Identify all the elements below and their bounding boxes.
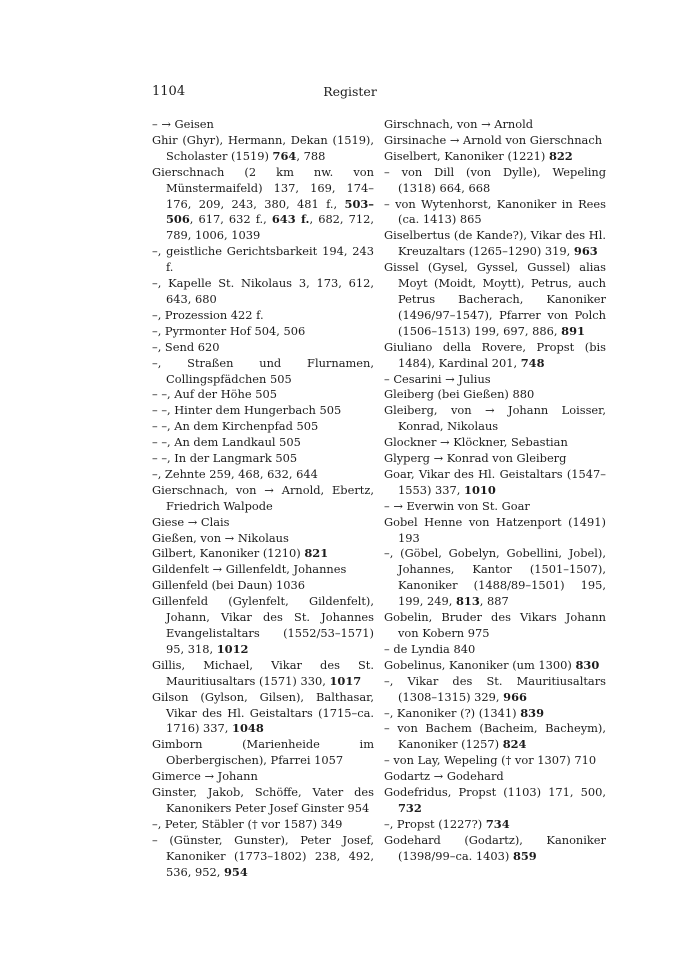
index-entry: Gleiberg, von → Johann Loisser, Konrad, Nikolaus: [384, 403, 606, 434]
index-entry: Godartz → Godehard: [384, 769, 504, 784]
index-entry: Gleiberg (bei Gießen) 880: [384, 387, 535, 402]
index-entry: – von Lay, Wepeling († vor 1307) 710: [384, 753, 597, 768]
index-entry: Gießen, von → Nikolaus: [152, 530, 289, 545]
index-entry: –, Pyrmonter Hof 504, 506: [152, 323, 306, 338]
index-entry: – (Günster, Gunster), Peter Josef, Kanoniker (1773–1802) 238, 492, 536, 952, 954: [152, 832, 374, 879]
index-entry: –, Zehnte 259, 468, 632, 644: [152, 466, 318, 481]
index-entry: – von Dill (von Dylle), Wepeling (1318) 664, 668: [384, 164, 606, 195]
index-entry: Gilson (Gylson, Gilsen), Balthasar, Vikar des Hl. Geistaltars (1715–ca. 1716) 337, 1048: [152, 689, 374, 736]
index-entry: Gobelin, Bruder des Vikars Johann von Kobern 975: [384, 610, 606, 640]
index-column-left: [152, 117, 374, 881]
index-entry: Gimerce → Johann: [152, 769, 258, 784]
index-entry: –, Straßen und Flurnamen, Collingspfädchen 505: [152, 355, 374, 386]
index-entry: Gimborn (Marienheide im Oberbergischen), Pfarrei 1057: [152, 737, 374, 768]
index-entry: Gierschnach, von → Arnold, Ebertz, Friedrich Walpode: [152, 482, 374, 513]
index-entry: – –, Hinter dem Hungerbach 505: [152, 403, 342, 418]
index-entry: Giese → Clais: [152, 514, 230, 529]
index-entry: Godefridus, Propst (1103) 171, 500, 732: [384, 785, 606, 815]
index-entry: –, Send 620: [152, 339, 220, 354]
index-entry: Goar, Vikar des Hl. Geistaltars (1547–1553) 337, 1010: [384, 466, 606, 497]
index-entry: Giselbert, Kanoniker (1221) 822: [384, 148, 573, 163]
index-entry: Godehard (Godartz), Kanoniker (1398/99–ca. 1403) 859: [384, 832, 606, 863]
index-entry: – –, In der Langmark 505: [152, 451, 298, 466]
index-entry: Gobel Henne von Hatzenport (1491) 193: [384, 514, 606, 545]
index-entry: – → Geisen: [152, 117, 214, 131]
index-entry: Gissel (Gysel, Gyssel, Gussel) alias Moyt (Moidt, Moytt), Petrus, auch Petrus Bacherach, Kanoniker (1496/97–1547), Pfarrer von Polch (1506–1513) 199, 697, 886, 891: [384, 260, 606, 338]
index-entry: – de Lyndia 840: [384, 641, 476, 656]
index-entry: –, Kapelle St. Nikolaus 3, 173, 612, 643, 680: [152, 276, 374, 306]
index-entry: – → Everwin von St. Goar: [384, 498, 530, 513]
index-entry: – Cesarini → Julius: [384, 371, 491, 386]
index-entry: – von Wytenhorst, Kanoniker in Rees (ca. 1413) 865: [384, 196, 606, 227]
index-entry: – –, Auf der Höhe 505: [152, 387, 277, 402]
page-number: 1104: [152, 84, 186, 99]
index-entry: Giselbertus (de Kande?), Vikar des Hl. Kreuzaltars (1265–1290) 319, 963: [384, 228, 606, 259]
index-entry: Ginster, Jakob, Schöffe, Vater des Kanonikers Peter Josef Ginster 954: [152, 785, 374, 815]
index-entry: Gilbert, Kanoniker (1210) 821: [152, 546, 329, 561]
index-entry: Gillenfeld (Gylenfelt, Gildenfelt), Johann, Vikar des St. Johannes Evangelistaltars (1552/53–1571) 95, 318, 1012: [152, 594, 374, 656]
index-entry: Gillis, Michael, Vikar des St. Mauritiusaltars (1571) 330, 1017: [152, 657, 374, 688]
index-entry: –, (Göbel, Gobelyn, Gobellini, Jobel), Johannes, Kantor (1501–1507), Kanoniker (1488/89–1501) 195, 199, 249, 813, 887: [384, 546, 606, 609]
index-entry: – –, An dem Kirchenpfad 505: [152, 419, 319, 434]
index-entry: –, Peter, Stäbler († vor 1587) 349: [152, 816, 343, 831]
index-entry: Ghir (Ghyr), Hermann, Dekan (1519), Scholaster (1519) 764, 788: [152, 132, 374, 163]
index-entry: Gillenfeld (bei Daun) 1036: [152, 578, 306, 593]
index-entry: –, Kanoniker (?) (1341) 839: [384, 705, 545, 720]
index-entry: Gobelinus, Kanoniker (um 1300) 830: [384, 657, 600, 672]
index-entry: – –, An dem Landkaul 505: [152, 435, 301, 450]
index-entry: –, Prozession 422 f.: [152, 307, 264, 322]
index-entry: Gildenfelt → Gillenfeldt, Johannes: [152, 562, 347, 577]
index-entry: – von Bachem (Bacheim, Bacheym), Kanoniker (1257) 824: [384, 721, 606, 752]
index-entry: –, Propst (1227?) 734: [384, 816, 510, 831]
index-entry: Glyperg → Konrad von Gleiberg: [384, 451, 567, 466]
index-entry: Girsinache → Arnold von Gierschnach: [384, 132, 603, 147]
index-entry: –, geistliche Gerichtsbarkeit 194, 243 f.: [152, 244, 374, 275]
index-entry: Gierschnach (2 km nw. von Münstermaifeld) 137, 169, 174–176, 209, 243, 380, 481 f., 503–506, 617, 632 f., 643 f., 682, 712, 789, 1006, 1039: [152, 164, 374, 243]
index-entry: Glockner → Klöckner, Sebastian: [384, 435, 568, 450]
index-entry: Girschnach, von → Arnold: [384, 117, 534, 131]
running-head: Register: [323, 84, 377, 99]
index-column-right: [384, 117, 606, 865]
index-entry: –, Vikar des St. Mauritiusaltars (1308–1315) 329, 966: [384, 673, 606, 704]
index-entry: Giuliano della Rovere, Propst (bis 1484), Kardinal 201, 748: [384, 339, 606, 370]
